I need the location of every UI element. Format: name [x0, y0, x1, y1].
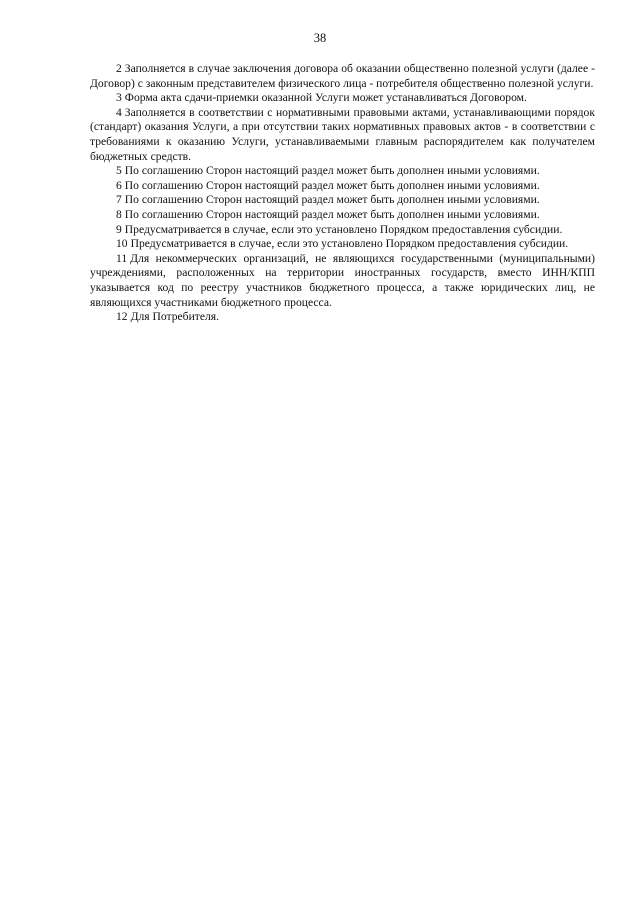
footnote-number: 4	[116, 105, 122, 119]
footnote-10	[90, 237, 595, 252]
footnote-9	[90, 223, 595, 238]
footnote-number: 11	[116, 251, 128, 265]
footnote-text: Предусматривается в случае, если это установлено Порядком предоставления субсидии.	[130, 237, 569, 251]
footnote-text: По соглашению Сторон настоящий раздел может быть дополнен иными условиями.	[124, 164, 540, 178]
footnote-text: Для Потребителя.	[130, 310, 220, 324]
footnote-12	[90, 310, 595, 325]
footnote-2	[90, 62, 595, 91]
footnote-text: По соглашению Сторон настоящий раздел может быть дополнен иными условиями.	[124, 193, 540, 207]
footnote-number: 5	[116, 164, 122, 178]
footnote-text: Предусматривается в случае, если это установлено Порядком предоставления субсидии.	[124, 222, 563, 236]
footnote-number: 3	[116, 91, 122, 105]
footnote-number: 7	[116, 193, 122, 207]
footnote-number: 10	[116, 237, 128, 251]
footnote-6	[90, 179, 595, 194]
footnote-7	[90, 193, 595, 208]
footnote-number: 2	[116, 62, 122, 75]
footnote-number: 8	[116, 207, 122, 221]
footnote-text: По соглашению Сторон настоящий раздел может быть дополнен иными условиями.	[124, 207, 540, 221]
footnote-3	[90, 91, 595, 106]
footnote-text: Форма акта сдачи-приемки оказанной Услуги может устанавливаться Договором.	[124, 91, 527, 105]
footnote-text: Для некоммерческих организаций, не являющихся государственными (муниципальными) учреждениями, расположенных на территории иностранных государств, вместо ИНН/КПП указывается код по реестру участников бюджетного процесса, а также юридических лиц, не являющихся участниками бюджетного процесса.	[90, 251, 595, 309]
footnote-text: Заполняется в соответствии с нормативными правовыми актами, устанавливающими порядок (стандарт) оказания Услуги, а при отсутствии таких нормативных правовых актов - в соответствии с требованиями к оказанию Услуги, устанавливаемыми главным распорядителем как получателем бюджетных средств.	[90, 105, 595, 163]
footnote-number: 6	[116, 178, 122, 192]
footnote-number: 9	[116, 222, 122, 236]
footnotes-list	[90, 62, 595, 325]
footnote-11	[90, 252, 595, 310]
page-number: 38	[313, 31, 327, 45]
footnote-4	[90, 106, 595, 164]
footnote-5	[90, 164, 595, 179]
footnote-text: Заполняется в случае заключения договора об оказании общественно полезной услуги (далее - Договор) с законным представителем физического лица - потребителя общественно полезной услуги.	[90, 62, 595, 90]
footnote-text: По соглашению Сторон настоящий раздел может быть дополнен иными условиями.	[124, 178, 540, 192]
footnote-8	[90, 208, 595, 223]
footnote-number: 12	[116, 310, 128, 324]
